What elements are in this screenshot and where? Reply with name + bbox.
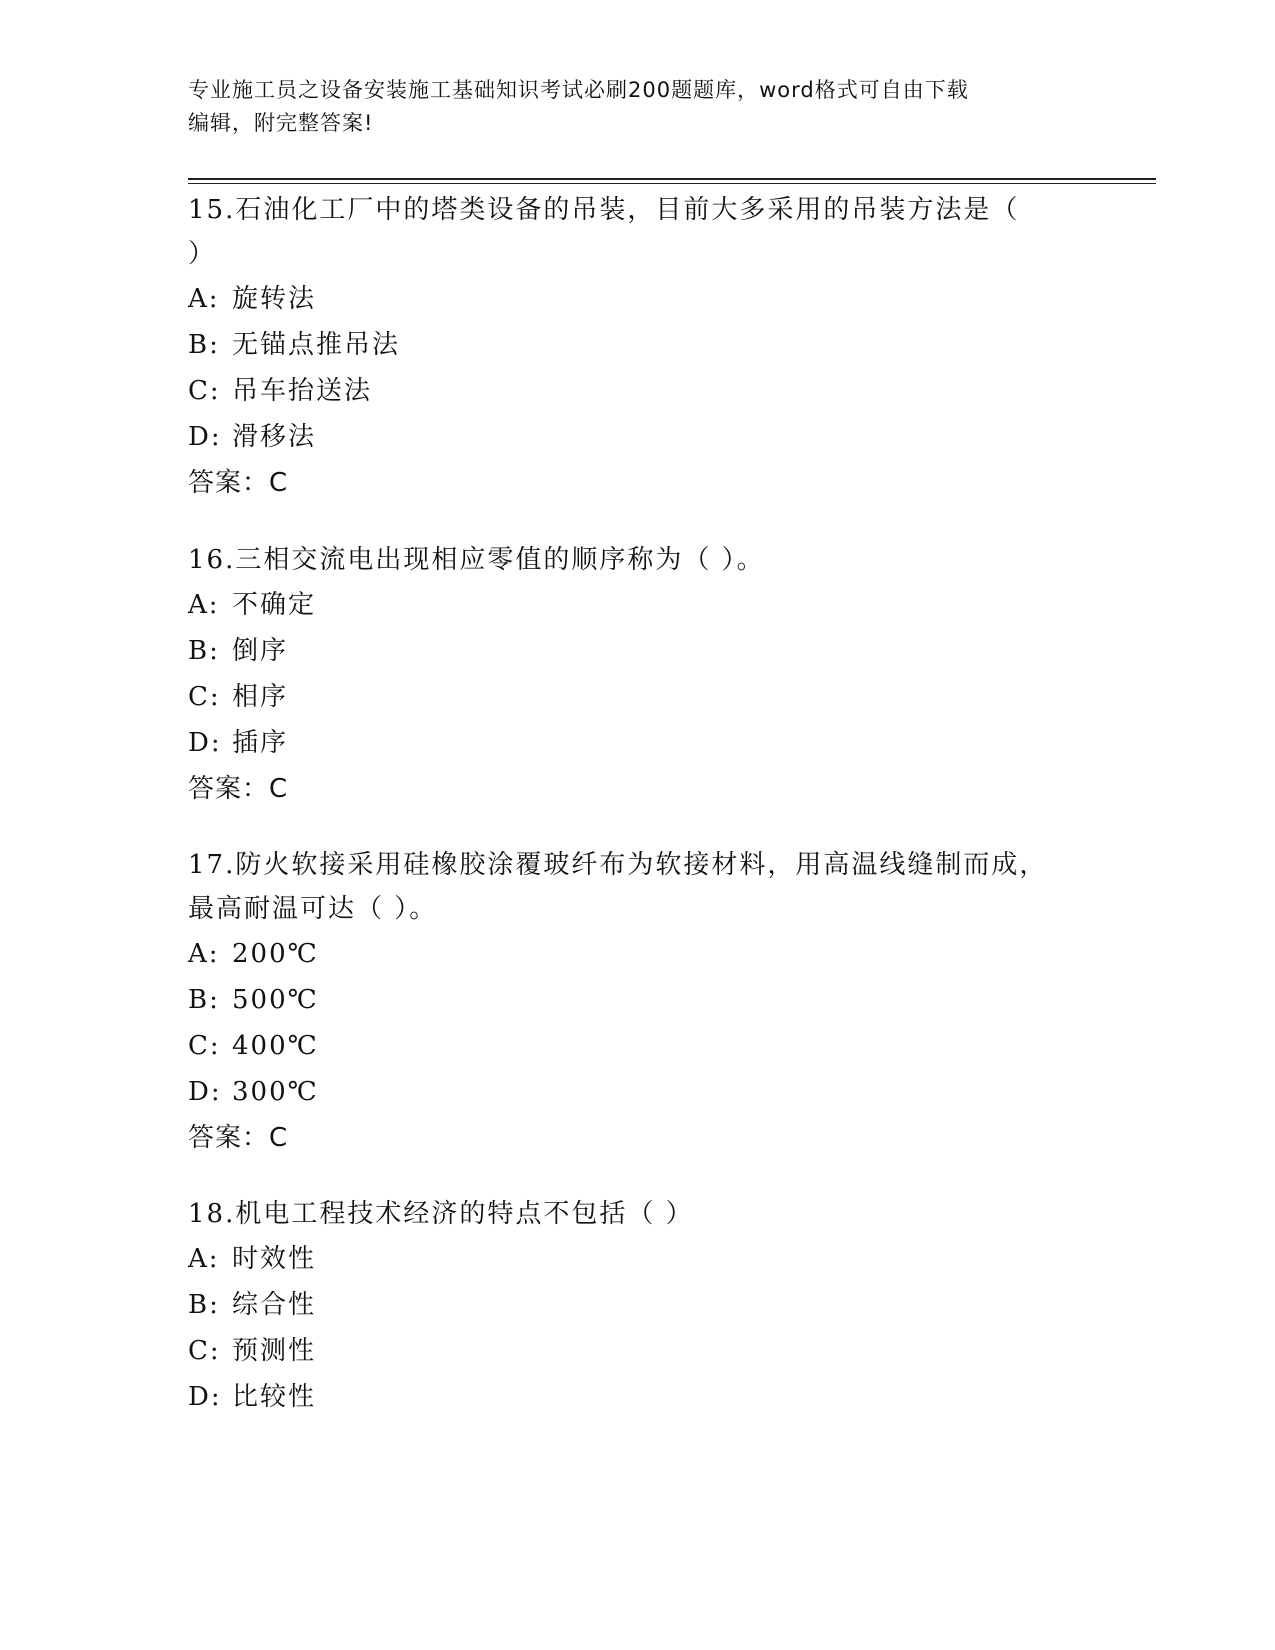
option-c (188, 674, 1068, 720)
option-text: 插序 (232, 728, 289, 758)
option-letter: D: (188, 1077, 222, 1107)
question-stem-continued: 最高耐温可达（ ）。 (188, 894, 438, 924)
option-letter: A: (188, 284, 220, 314)
option-letter: B: (188, 985, 220, 1015)
option-letter: C: (188, 682, 221, 712)
question-18 (188, 1192, 1068, 1420)
option-a (188, 582, 1068, 628)
option-b (188, 1282, 1068, 1328)
option-text: 400℃ (232, 1031, 319, 1061)
question-16 (188, 538, 1068, 812)
option-text: 相序 (232, 682, 289, 712)
answer-line: 答案：C (188, 468, 289, 498)
option-text: 旋转法 (232, 284, 317, 314)
option-a (188, 1236, 1068, 1282)
option-letter: A: (188, 1244, 220, 1274)
option-letter: D: (188, 1382, 222, 1412)
option-c (188, 1023, 1068, 1069)
option-letter: D: (188, 728, 222, 758)
document-header (188, 74, 1088, 140)
option-a (188, 931, 1068, 977)
option-c (188, 368, 1068, 414)
option-text: 不确定 (232, 590, 317, 620)
answer-line: 答案：C (188, 774, 289, 804)
option-b (188, 322, 1068, 368)
question-15 (188, 188, 1068, 506)
header-rule-thick (188, 178, 1156, 180)
option-text: 滑移法 (232, 422, 317, 452)
question-stem: 18.机电工程技术经济的特点不包括（ ） (188, 1199, 694, 1229)
option-d (188, 1069, 1068, 1115)
option-letter: C: (188, 1031, 221, 1061)
option-d (188, 414, 1068, 460)
option-letter: C: (188, 1336, 221, 1366)
header-rule-thin (188, 183, 1156, 184)
option-text: 时效性 (232, 1244, 317, 1274)
option-text: 吊车抬送法 (232, 376, 373, 406)
option-text: 500℃ (232, 985, 319, 1015)
option-d (188, 720, 1068, 766)
option-text: 300℃ (232, 1077, 319, 1107)
answer-line: 答案：C (188, 1123, 289, 1153)
option-letter: A: (188, 939, 220, 969)
option-text: 倒序 (232, 636, 289, 666)
option-b (188, 628, 1068, 674)
option-letter: D: (188, 422, 222, 452)
option-c (188, 1328, 1068, 1374)
option-b (188, 977, 1068, 1023)
question-stem: 17.防火软接采用硅橡胶涂覆玻纤布为软接材料，用高温线缝制而成， (188, 850, 1048, 880)
option-text: 预测性 (232, 1336, 317, 1366)
option-text: 综合性 (232, 1290, 317, 1320)
option-letter: B: (188, 330, 220, 360)
question-stem-continued: ） (188, 239, 217, 269)
header-line-2: 编辑，附完整答案! (188, 111, 374, 135)
header-line-1: 专业施工员之设备安装施工基础知识考试必刷200题题库，word格式可自由下载 (188, 78, 969, 102)
option-text: 200℃ (232, 939, 319, 969)
option-text: 比较性 (232, 1382, 317, 1412)
question-stem: 15.石油化工厂中的塔类设备的吊装，目前大多采用的吊装方法是（ (188, 195, 1020, 225)
question-17 (188, 843, 1068, 1161)
option-letter: C: (188, 376, 221, 406)
option-letter: B: (188, 636, 220, 666)
option-d (188, 1374, 1068, 1420)
question-stem: 16.三相交流电出现相应零值的顺序称为（ ）。 (188, 545, 765, 575)
option-letter: B: (188, 1290, 220, 1320)
option-text: 无锚点推吊法 (232, 330, 401, 360)
option-a (188, 276, 1068, 322)
option-letter: A: (188, 590, 220, 620)
